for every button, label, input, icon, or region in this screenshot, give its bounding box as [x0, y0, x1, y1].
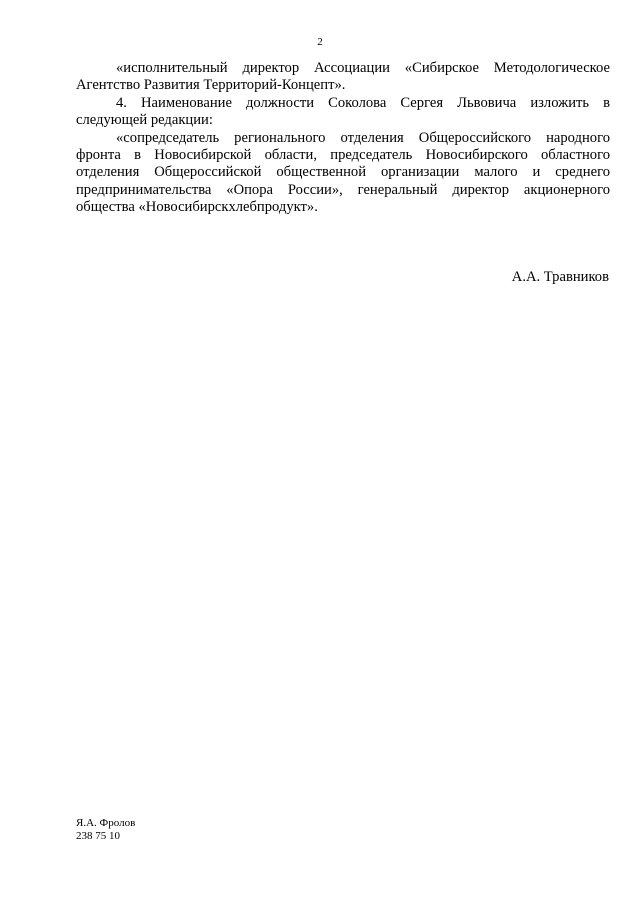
- paragraph-item-4: 4. Наименование должности Соколова Сергея Львовича изложить в следующей редакции:: [76, 94, 610, 129]
- executor-name: Я.А. Фролов: [76, 817, 136, 829]
- page-number: 2: [317, 36, 323, 48]
- document-body: [76, 60, 610, 217]
- executor-phone: 238 75 10: [76, 830, 120, 842]
- paragraph-new-title: «сопредседатель регионального отделения Общероссийского народного фронта в Новосибирской области, председатель Новосибирского областного отделения Общероссийской общественной организации малого и среднего предпринимательства «Опора России», генеральный директор акционерного общества «Новосибирскхлебпродукт».: [76, 129, 610, 216]
- executor-block: [76, 817, 135, 843]
- paragraph-director: «исполнительный директор Ассоциации «Сибирское Методологическое Агентство Развития Территорий-Концепт».: [76, 60, 610, 94]
- signature: А.А. Травников: [511, 269, 609, 285]
